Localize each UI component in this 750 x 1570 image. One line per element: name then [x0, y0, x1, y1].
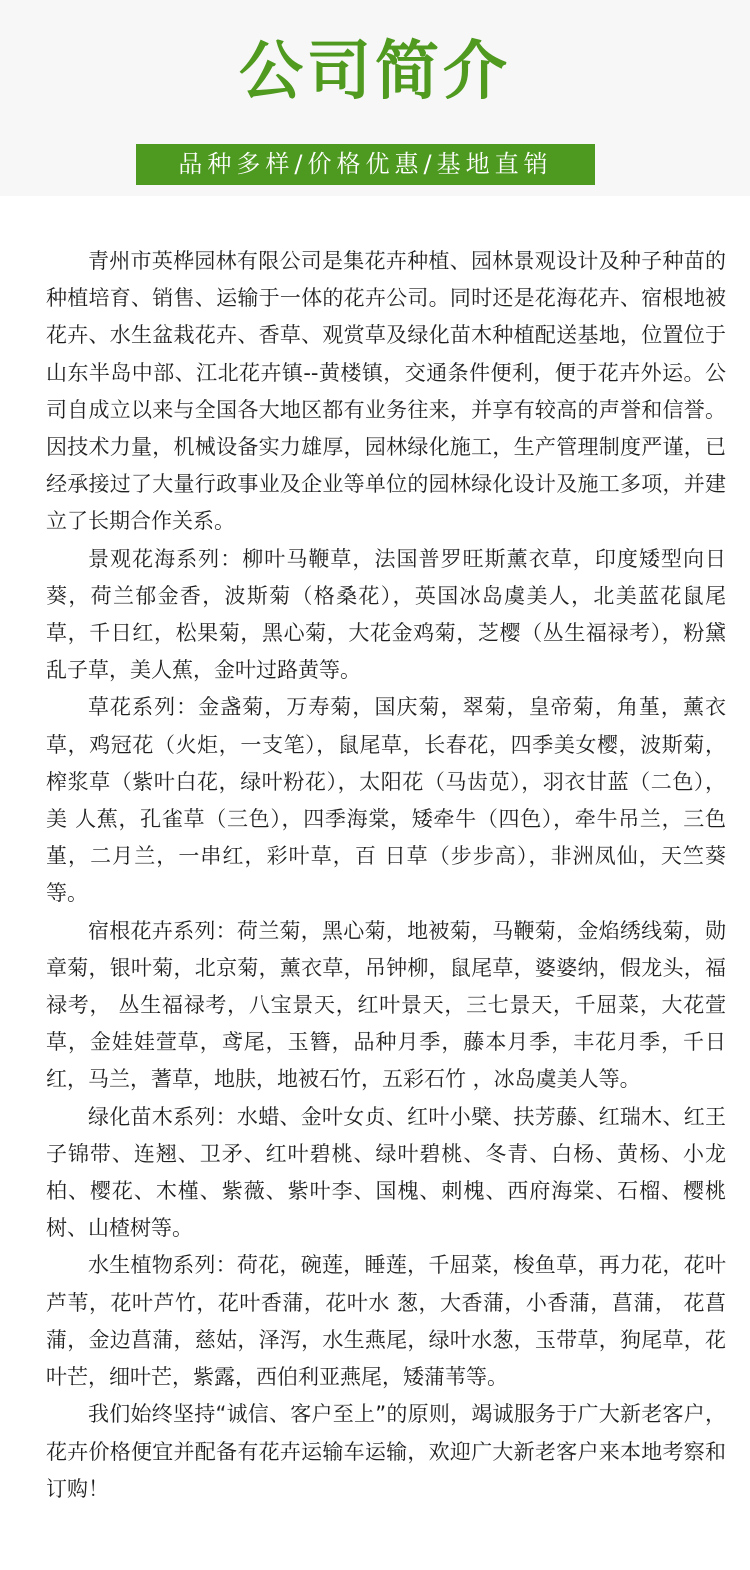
company-intro-body: [46, 243, 726, 1508]
herbaceous-flower-series-paragraph: 草花系列：金盏菊，万寿菊，国庆菊，翠菊，皇帝菊，角堇，薰衣草，鸡冠花（火炬，一支笔），鼠尾草，长春花，四季美女樱，波斯菊，榨浆草（紫叶白花，绿叶粉花），太阳花（马齿苋），羽衣甘蓝（二色），美 人蕉，孔雀草（三色），四季海棠，矮牵牛（四色），牵牛吊兰，三色堇，二月兰，一串红，彩叶草，百 日草（步步高），非洲凤仙，天竺葵等。: [46, 695, 726, 906]
header-band: [0, 0, 750, 196]
closing-paragraph: 我们始终坚持“诚信、客户至上”的原则，竭诚服务于广大新老客户，花卉价格便宜并配备有花卉运输车运输，欢迎广大新老客户来本地考察和订购！: [46, 1402, 726, 1501]
page-title: 公司简介: [239, 35, 511, 109]
tagline-banner: 品种多样/价格优惠/基地直销: [136, 144, 595, 185]
aquatic-plant-series-paragraph: 水生植物系列：荷花，碗莲，睡莲，千屈菜，梭鱼草，再力花，花叶芦苇，花叶芦竹，花叶香蒲，花叶水 葱，大香蒲，小香蒲，菖蒲， 花菖蒲，金边菖蒲，慈姑，泽泻，水生燕尾，绿叶水葱，玉带草，狗尾草，花叶芒，细叶芒，紫露，西伯利亚燕尾，矮蒲苇等。: [46, 1253, 726, 1390]
landscape-flower-series-paragraph: 景观花海系列：柳叶马鞭草，法国普罗旺斯薰衣草，印度矮型向日葵，荷兰郁金香，波斯菊（格桑花），英国冰岛虞美人，北美蓝花鼠尾草，千日红，松果菊，黑心菊，大花金鸡菊，芝樱（丛生福禄考），粉黛乱子草，美人蕉，金叶过路黄等。: [46, 546, 726, 683]
perennial-flower-series-paragraph: 宿根花卉系列：荷兰菊，黑心菊，地被菊，马鞭菊，金焰绣线菊，勋章菊，银叶菊，北京菊，薰衣草，吊钟柳，鼠尾草，婆婆纳，假龙头，福禄考， 丛生福禄考，八宝景天，红叶景天，三七景天，千屈菜，大花萱草，金娃娃萱草，鸢尾，玉簪，品种月季，藤本月季，丰花月季，千日红，马兰，蓍草，地肤，地被石竹，五彩石竹 ，冰岛虞美人等。: [46, 918, 726, 1092]
intro-paragraph: 青州市英桦园林有限公司是集花卉种植、园林景观设计及种子种苗的种植培育、销售、运输于一体的花卉公司。同时还是花海花卉、宿根地被花卉、水生盆栽花卉、香草、观赏草及绿化苗木种植配送基地，位置位于山东半岛中部、江北花卉镇--黄楼镇，交通条件便利，便于花卉外运。公司自成立以来与全国各大地区都有业务往来，并享有较高的声誉和信誉。因技术力量，机械设备实力雄厚，园林绿化施工，生产管理制度严谨，已经承接过了大量行政事业及企业等单位的园林绿化设计及施工多项，并建立了长期合作关系。: [46, 249, 726, 534]
greening-seedling-series-paragraph: 绿化苗木系列：水蜡、金叶女贞、红叶小檗、扶芳藤、红瑞木、红王子锦带、连翘、卫矛、红叶碧桃、绿叶碧桃、冬青、白杨、黄杨、小龙柏、樱花、木槿、紫薇、紫叶李、国槐、刺槐、西府海棠、石榴、樱桃树、山楂树等。: [46, 1104, 726, 1241]
